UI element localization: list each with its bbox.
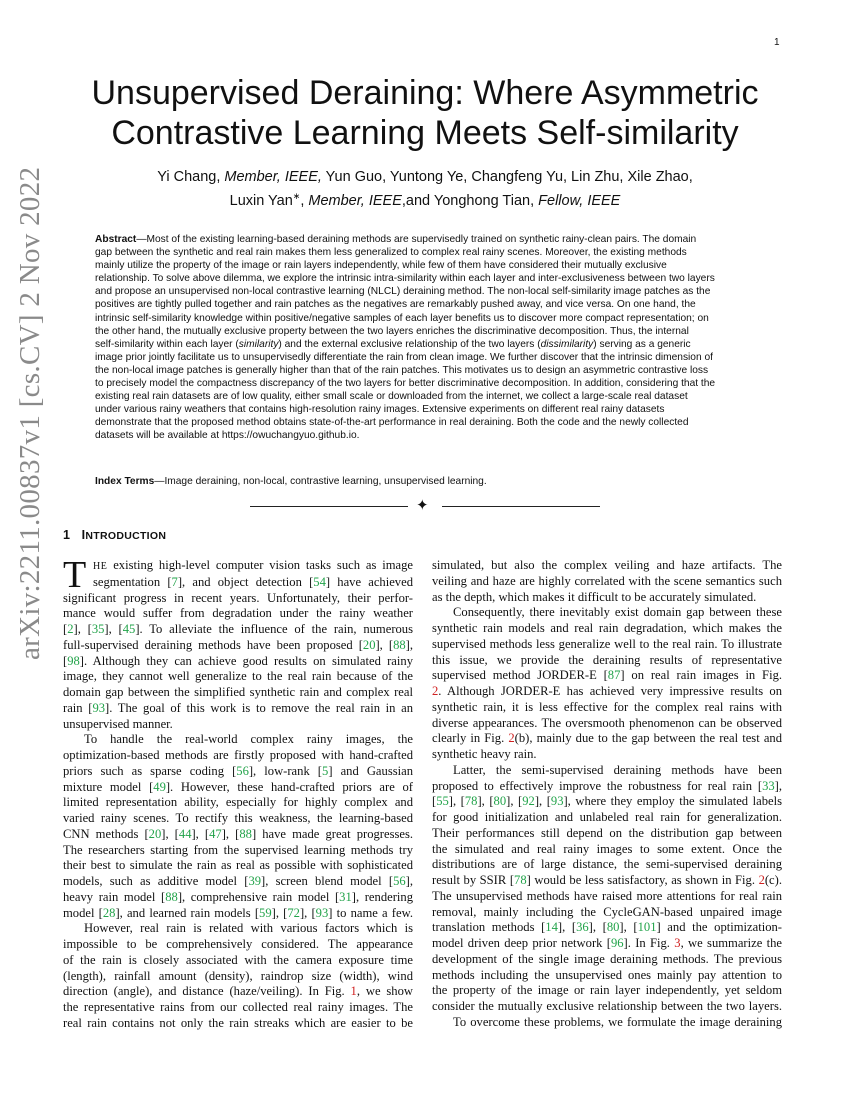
body-text-line: [2], [35], [45]. To alleviate the influence of the rain, numerous: [63, 622, 414, 636]
body-text-line: rain [93]. The goal of this work is to remove the real rain in an: [63, 700, 414, 715]
abstract-line: image prior jointly facilitate us to unsupervisedly differentiate the rain from clean image. We further discover that the intrinsic dimension of: [95, 351, 713, 363]
body-text-line: simulated, but also the complex veiling and haze artifacts. The: [432, 558, 782, 572]
body-text-line: diverse appearances. The oversmooth phenomenon can be observed: [432, 715, 782, 730]
body-text-line: Latter, the semi-supervised deraining methods have been: [453, 762, 782, 777]
abstract-label: Abstract: [95, 234, 137, 245]
abstract-line: the other hand, the mutually exclusive property between the two layers enriches the discriminative decomposition. Thus, the internal: [95, 325, 689, 337]
body-text-line: proposed to effectively improve the robustness for real rain [33],: [432, 778, 782, 793]
index-terms-label: Index Terms: [95, 476, 155, 487]
body-text-line: domain gap between the simplified synthetic rain and complex real: [63, 685, 413, 699]
abstract-line: intrinsic self-similarity knowledge within positive/negative samples of each layer benefits us to discover more compact representation; on: [95, 312, 709, 324]
body-text-line: impossible to be comprehensively considered. The appearance: [63, 937, 413, 951]
body-text-line: clearly in Fig. 2(b), mainly due to the gap between the real test and: [432, 731, 782, 746]
author-line-2: [60, 187, 790, 211]
body-text-line: supervised method JORDER-E [87] on real rain images in Fig.: [432, 668, 783, 683]
body-text-line: heavy rain model [88], comprehensive rain model [31], rendering: [63, 889, 413, 904]
index-terms: [95, 476, 757, 487]
body-text-line: (length), rainfall amount (density), raindrop size (width), wind: [63, 968, 413, 983]
section-divider: [250, 498, 600, 514]
author-text: Yun Guo, Yuntong Ye, Changfeng Yu, Lin Zhu, Xile Zhao,: [321, 169, 693, 185]
paper-title: [60, 73, 790, 153]
section-heading: [63, 528, 166, 542]
title-line-2: Contrastive Learning Meets Self-similarity: [111, 114, 739, 152]
author-role: Member, IEEE,: [224, 169, 322, 185]
body-text-line: development of the single image deraining methods. The previous: [432, 951, 782, 966]
section-title-rest: NTRODUCTION: [85, 530, 167, 542]
abstract-line: [95, 233, 757, 246]
body-columns: [0, 554, 850, 1058]
body-text-line: To overcome these problems, we formulate the image deraining: [453, 1014, 782, 1029]
drop-cap: T: [63, 554, 87, 596]
body-text-line: veiling and haze are highly correlated with the scene semantics such: [432, 573, 782, 588]
body-text-line: for good initialization and unlabeled real rain for generalization.: [432, 810, 782, 824]
abstract-line: mainly utilize the property of the image or rain layers independently, while few of them have considered their mutually exclusive: [95, 260, 667, 272]
body-text-line: model driven deep prior network [96]. In Fig. 3, we summarize the: [432, 936, 782, 950]
body-text-line: CNN methods [20], [44], [47], [88] have made great progresses.: [63, 826, 414, 841]
page-number: 1: [774, 37, 780, 48]
body-text-line: methods including the unsupervised ones mainly pay attention to: [432, 967, 782, 982]
body-text-line: varied rainy scenes. To rectify this weakness, the learning-based: [63, 811, 413, 825]
author-role: Fellow, IEEE: [538, 192, 621, 209]
body-text-line: result by SSIR [78] would be less satisfactory, as shown in Fig. 2(c).: [432, 873, 782, 887]
body-text-line: consider the mutually exclusive relationship between the two layers.: [432, 999, 782, 1013]
body-text-line: segmentation [7], and object detection [54] have achieved: [93, 574, 413, 589]
body-text-line: However, real rain is related with various factors which is: [84, 921, 413, 936]
arxiv-identifier-stamp: arXiv:2211.00837v1 [cs.CV] 2 Nov 2022: [14, 166, 46, 660]
abstract-line: positives are tightly pulled together and rain patches as the negatives are remarkably pushed away, and vice versa. On one hand, the: [95, 299, 696, 311]
body-text-line: To handle the real-world complex rainy images, the: [84, 732, 413, 747]
abstract-line: existing real rain datasets are of low quality, either small scale or downloaded from the internet, we collect a large-scale real dataset: [95, 391, 688, 403]
abstract-line: under various rainy weathers that contains high-resolution rainy images. Extensive experiments on different real rainy datasets: [95, 404, 665, 416]
right-column: [432, 558, 782, 1031]
body-text-line: synthetic heavy rain.: [432, 747, 537, 761]
body-text-line: synthetic rain, it is less effective for the complex real rains with: [432, 699, 782, 714]
body-text-line: removal, mainly including the CycleGAN-based unpaired image: [432, 904, 782, 919]
body-text-line: translation methods [14], [36], [80], [101] and the optimization-: [432, 920, 782, 935]
author-text: ,: [300, 192, 309, 209]
body-text-line: 2. Although JORDER-E has achieved very impressive results on: [432, 684, 782, 698]
body-text-line: unsupervised manner.: [63, 716, 173, 731]
body-text-line: optimization-based methods are firstly proposed with hand-crafted: [63, 748, 413, 762]
abstract-line: gap between the synthetic and real rain makes them less generalized to complex real rainy scenes. Moreover, the existing methods: [95, 247, 687, 259]
body-text-line: limited representation ability, especially for highly complex and: [63, 795, 413, 810]
body-text-line: The unsupervised methods have raised more attentions for real rain: [432, 888, 782, 903]
body-text-line: [98]. Although they can achieve good results on simulated rainy: [63, 653, 413, 668]
abstract-line: relationship. To solve above dilemma, we explore the intrinsic intra-similarity within each layer and inter-exclusiveness between two layers: [95, 273, 715, 285]
body-text-line: mixture model [49]. However, these hand-crafted priors are of: [63, 779, 413, 794]
body-text-line: full-supervised deraining methods have been proposed [20], [88],: [63, 637, 413, 652]
abstract-line: to precisely model the compactness discrepancy of the two layers for better discriminative decomposition. In addition, considering that the: [95, 378, 716, 390]
abstract-line: and propose an unsupervised non-local contrastive learning (NLCL) deraining method. The non-local self-similarity image patches as the: [95, 286, 711, 298]
body-text-line: direction (angle), and distance (haze/veiling). In Fig. 1, we show: [63, 984, 413, 999]
author-role: Member, IEEE: [308, 192, 402, 209]
body-text-line: real rain contains not only the rain streaks which are easier to be: [63, 1015, 413, 1030]
divider-rule-right: [442, 506, 600, 507]
divider-ornament-icon: ✦: [416, 498, 429, 514]
abstract-line: self-similarity within each layer (similarity) and the external exclusive relationship of the two layers (dissimilarity) serving as a generic: [95, 338, 691, 350]
body-text-line: The researchers starting from the supervised learning methods try: [63, 842, 413, 857]
body-text-line: mance would suffer from degradation under the rainy weather: [63, 606, 413, 621]
title-line-1: Unsupervised Deraining: Where Asymmetric: [91, 74, 759, 112]
author-line-1: [60, 168, 790, 187]
section-title-initial: I: [81, 528, 86, 542]
author-text: Yi Chang,: [157, 169, 225, 185]
abstract-line: datasets will be available at https://owuchangyuo.github.io.: [95, 430, 360, 442]
body-text-line: this issue, we provide the deraining results of representative: [432, 652, 782, 667]
body-text-line: their best to simulate the rain as real as possible with sophisticated: [63, 858, 413, 873]
corresponding-author-mark: ∗: [292, 191, 301, 201]
divider-rule-left: [250, 506, 408, 507]
abstract-text: —Most of the existing learning-based deraining methods are supervisedly trained on synthetic rainy-clean pairs. The domain: [136, 234, 697, 245]
author-text: ,and Yonghong Tian,: [401, 192, 539, 209]
body-text-line: synthetic rain models and real rain degradation, which makes the: [432, 621, 782, 635]
body-text-line: of the rain is closely associated with the camera exposure time: [63, 952, 413, 967]
abstract-line: the non-local image patches is generally higher than that of the rain patches. This motivates us to design an asymmetric contrastive loss: [95, 364, 709, 376]
abstract-line: demonstrate that the proposed method obtains state-of-the-art performance in real deraining. Both the code and the newly collected: [95, 417, 689, 429]
author-list: [60, 168, 790, 211]
index-terms-text: —Image deraining, non-local, contrastive learning, unsupervised learning.: [154, 476, 487, 487]
body-text-line: as the depth, which makes it difficult to be accurately simulated.: [432, 589, 757, 604]
body-text-line: priors such as sparse coding [56], low-rank [5] and Gaussian: [63, 763, 414, 778]
body-text-line: Their performances still depend on the distribution gap between: [432, 825, 782, 840]
body-text-line: supervised methods less generalize well to the real rain. To illustrate: [432, 636, 782, 651]
body-text-line: the simulated and real rainy images to some extent. Once the: [432, 841, 782, 856]
body-text-line: the representative rains from our collected real rainy images. The: [63, 1000, 413, 1014]
left-column: [63, 554, 414, 1032]
body-text-line: HE existing high-level computer vision tasks such as image: [93, 558, 413, 572]
body-text-line: image, they cannot well generalize to the real rain because of the: [63, 669, 413, 684]
section-number: 1: [63, 528, 71, 542]
author-text: Luxin Yan: [229, 192, 293, 209]
body-text-line: models, such as additive model [39], screen blend model [56],: [63, 874, 413, 888]
body-text-line: significant progress in recent years. Unfortunately, their perfor-: [63, 590, 413, 605]
body-text-line: distributions are of large distance, the semi-supervised deraining: [432, 857, 782, 872]
body-text-line: model [28], and learned rain models [59], [72], [93] to name a few.: [63, 905, 414, 920]
body-text-line: Consequently, there inevitably exist domain gap between these: [453, 605, 782, 620]
abstract: [95, 233, 757, 443]
body-text-line: [55], [78], [80], [92], [93], where they employ the simulated labels: [432, 794, 783, 809]
body-text-line: the property of the image or rain layer independently, yet seldom: [432, 983, 782, 998]
